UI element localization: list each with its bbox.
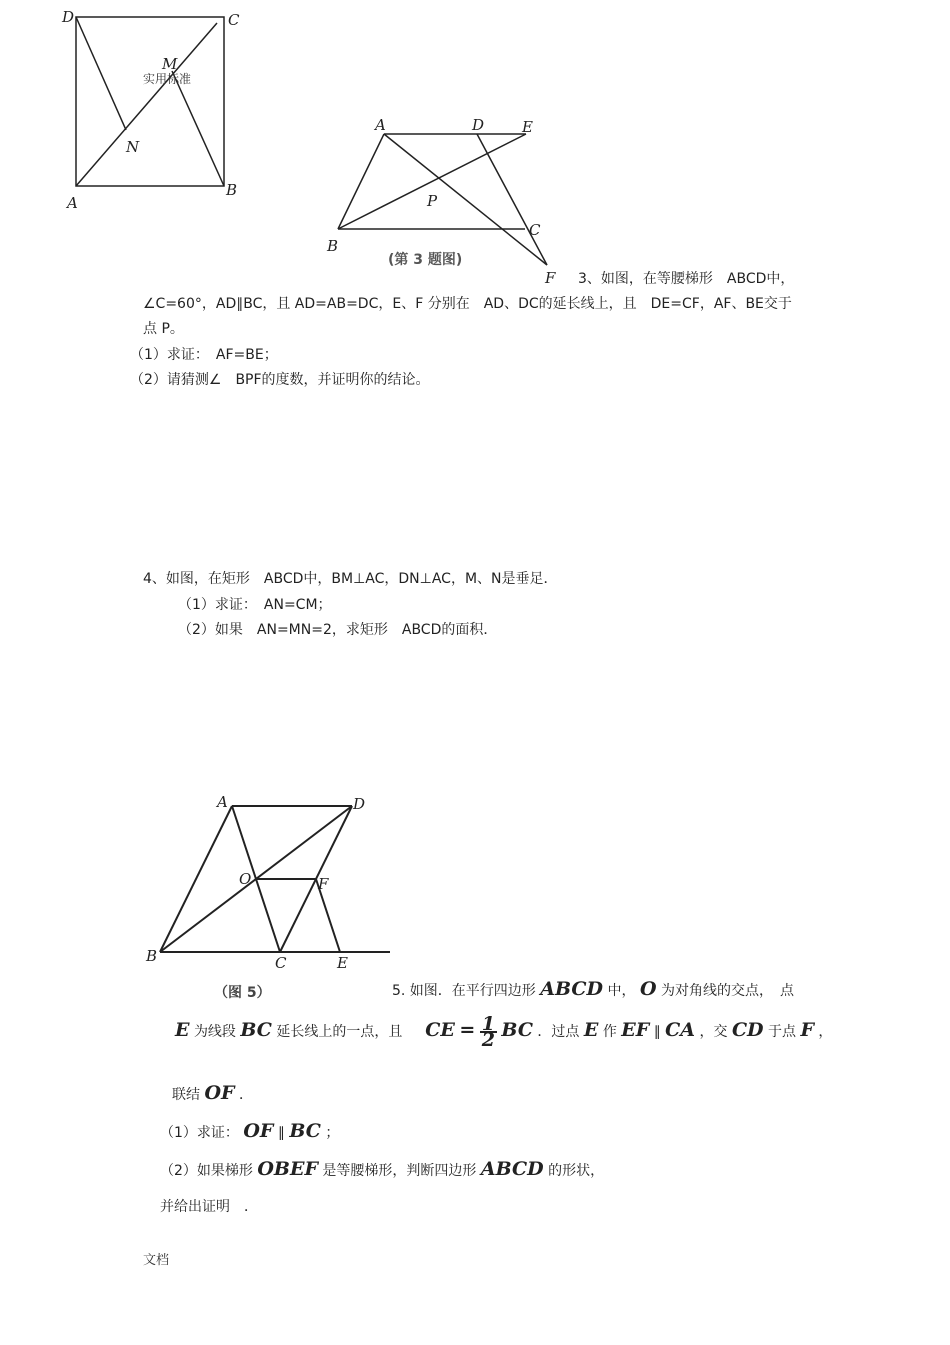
diagonal-ac <box>76 23 217 186</box>
q5-math-f: F <box>800 1019 814 1041</box>
label-c: C <box>529 221 541 239</box>
q5-text: ； <box>325 1125 340 1141</box>
q5-math-fraction <box>480 1013 497 1051</box>
segment-ab <box>160 806 232 952</box>
q4-item1: （1）求证： AN=CM； <box>178 597 332 613</box>
segment-bm <box>172 71 224 186</box>
label-b: B <box>226 181 238 199</box>
segment-be <box>338 134 526 229</box>
figure-caption-q3: (第 3 题图) <box>388 252 463 268</box>
q5-line3 <box>172 1082 253 1104</box>
q5-parallel-sign: ∥ <box>277 1125 285 1141</box>
q5-item3: 并给出证明 ． <box>160 1199 258 1215</box>
label-f: F <box>545 269 556 287</box>
q5-math-ef: EF <box>621 1019 650 1041</box>
label-e: E <box>522 118 533 136</box>
label-c: C <box>275 954 287 972</box>
label-d: D <box>62 8 75 26</box>
segment-dn <box>76 17 126 130</box>
q5-math-bc: BC <box>501 1019 533 1041</box>
page-footer: 文档 <box>143 1253 170 1268</box>
q5-line2 <box>175 1013 833 1051</box>
label-b: B <box>146 947 158 965</box>
q5-math-equals: = <box>459 1019 476 1041</box>
q5-text: 是等腰梯形，判断四边形 <box>322 1163 477 1179</box>
q3-line2: ∠C=60°，AD∥BC，且 AD=AB=DC，E、F 分别在 AD、DC的延长线上，且 DE=CF，AF、BE交于 <box>143 296 792 312</box>
q5-text: ． <box>238 1087 253 1103</box>
q5-math-abcd: ABCD <box>480 1158 544 1180</box>
q5-math-bc: BC <box>240 1019 272 1041</box>
label-d: D <box>472 116 485 134</box>
q5-text: ，交 <box>699 1024 728 1040</box>
q5-text: （1）求证： <box>160 1125 239 1141</box>
figure-parallelogram-q5 <box>140 790 400 970</box>
q5-text: 于点 <box>768 1024 796 1040</box>
q5-math-o: O <box>639 978 657 1000</box>
q3-item1: （1）求证： AF=BE； <box>130 347 278 363</box>
q5-math-obef: OBEF <box>257 1158 318 1180</box>
q5-item2 <box>160 1158 604 1180</box>
label-a: A <box>67 194 78 212</box>
fraction-numerator: 1 <box>481 1013 495 1035</box>
q5-line1 <box>392 978 794 1000</box>
q5-text: 5. 如图．在平行四边形 <box>392 983 536 999</box>
label-b: B <box>327 237 339 255</box>
segment-ab <box>338 134 384 229</box>
q5-math-ca: CA <box>665 1019 696 1041</box>
q5-text: 的形状， <box>548 1163 605 1179</box>
q5-item1 <box>160 1120 339 1142</box>
q5-text: （2）如果梯形 <box>160 1163 253 1179</box>
segment-af <box>384 134 547 265</box>
label-a: A <box>217 793 228 811</box>
q5-text: 中， <box>607 983 636 999</box>
q3-line3: 点 P。 <box>143 321 184 337</box>
q5-math-ce: CE <box>425 1019 455 1041</box>
q5-math-e: E <box>175 1019 190 1041</box>
q5-math-e: E <box>583 1019 599 1041</box>
q5-math-abcd: ABCD <box>540 978 604 1000</box>
q5-text: 作 <box>602 1024 617 1040</box>
q3-item2: （2）请猜测∠ BPF的度数，并证明你的结论。 <box>130 372 430 388</box>
figure-rectangle-abcd <box>60 5 260 215</box>
q5-math-bc: BC <box>289 1120 321 1142</box>
label-p: P <box>427 192 438 210</box>
q5-math-of: OF <box>243 1120 274 1142</box>
q5-math-of: OF <box>204 1082 235 1104</box>
label-n: N <box>126 138 140 156</box>
label-e: E <box>337 954 348 972</box>
watermark-text: 实用标准 <box>143 72 192 86</box>
q5-parallel-sign: ∥ <box>653 1024 661 1040</box>
q5-text: 延长线上的一点，且 <box>276 1024 403 1040</box>
label-c: C <box>228 11 240 29</box>
q5-text: ， <box>818 1024 833 1040</box>
q5-text: 为对角线的交点， 点 <box>660 983 794 999</box>
q4-item2: （2）如果 AN=MN=2，求矩形 ABCD的面积． <box>178 622 498 638</box>
q5-text: ．过点 <box>537 1024 580 1040</box>
label-a: A <box>375 116 386 134</box>
label-d: D <box>353 795 366 813</box>
q4-line1: 4、如图，在矩形 ABCD中，BM⊥AC，DN⊥AC，M、N是垂足． <box>143 571 558 587</box>
q5-text: 为线段 <box>193 1024 236 1040</box>
figure-caption-q5: （图 5） <box>214 985 271 1001</box>
label-m: M <box>162 55 178 73</box>
q3-line1: 3、如图，在等腰梯形 ABCD中， <box>578 271 795 287</box>
q5-math-cd: CD <box>731 1019 764 1041</box>
label-f: F <box>318 875 329 893</box>
fraction-denominator: 2 <box>481 1029 495 1051</box>
q5-text: 联结 <box>172 1087 200 1103</box>
label-o: O <box>239 870 252 888</box>
